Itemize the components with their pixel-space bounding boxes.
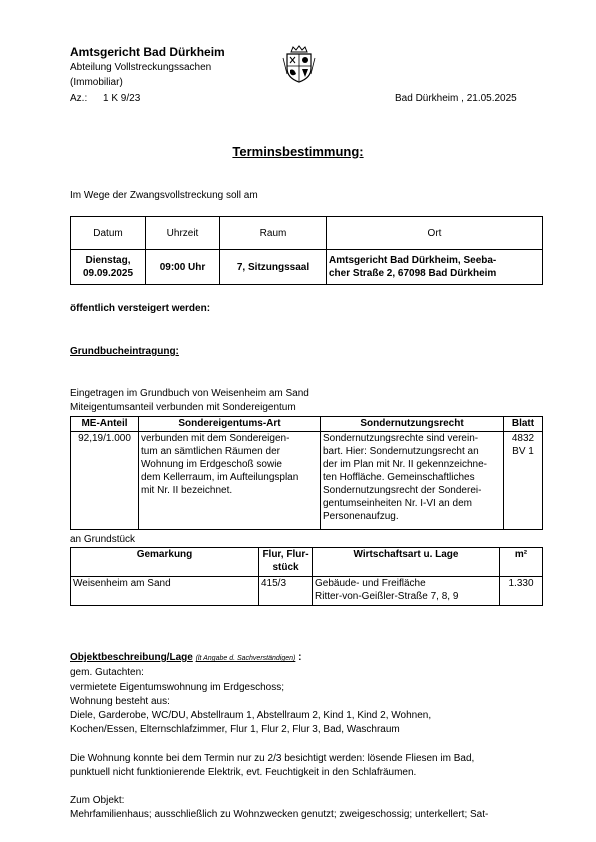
art-line: tum an sämtlichen Räumen der [141,446,280,457]
grundstueck-table [70,547,543,606]
objekt-para2-line: punktuell nicht funktionierende Elektrik, evt. Feuchtigkeit in den Schlafräumen. [70,767,417,778]
header-blatt: Blatt [504,417,543,432]
cell-gemarkung: Weisenheim am Sand [71,577,259,606]
objekt-line: Kochen/Essen, Elternschlafzimmer, Flur 1, Flur 2, Flur 3, Bad, Waschraum [70,724,400,735]
datum-line2: 09.09.2025 [82,268,134,279]
objekt-line: Diele, Garderobe, WC/DU, Abstellraum 1, Abstellraum 2, Kind 1, Kind 2, Wohnen, [70,710,432,721]
grundbuch-table [70,416,543,530]
cell-sondernutzungsrecht [321,432,504,530]
termin-datum [71,250,146,285]
cell-blatt [504,432,543,530]
page-title: Terminsbestimmung: [232,144,364,159]
cell-lage [313,577,500,606]
lage-line2: Ritter-von-Geißler-Straße 7, 8, 9 [315,591,459,602]
objekt-heading-note: (lt Angabe d. Sachverständigen) [195,655,296,662]
objekt-heading: Objektbeschreibung/Lage [70,652,193,663]
intro-text: Im Wege der Zwangsvollstreckung soll am [70,190,258,201]
header-gemarkung: Gemarkung [71,548,259,577]
objekt-line: Wohnung besteht aus: [70,696,170,707]
objekt-para2-line: Die Wohnung konnte bei dem Termin nur zu 2/3 besichtigt werden: lösende Fliesen im Bad, [70,753,475,764]
blatt-line1: 4832 [511,433,535,444]
grundbuch-heading: Grundbucheintragung: [70,346,179,357]
art-line: mit Nr. II bezeichnet. [141,485,233,496]
header-sondernutzungsrecht: Sondernutzungsrecht [321,417,504,432]
art-line: dem Kellerraum, im Aufteilungsplan [141,472,299,483]
recht-line: Sondernutzungsrecht der Sonderei- [323,485,482,496]
recht-line: ten Hoffläche. Gemeinschaftliches [323,472,475,483]
department-line1: Abteilung Vollstreckungssachen [70,62,212,73]
az-label: Az.: [70,93,88,104]
place-date: Bad Dürkheim , 21.05.2025 [395,93,517,104]
cell-me-anteil: 92,19/1.000 [71,432,139,530]
header-datum: Datum [71,217,146,250]
cell-m2: 1.330 [500,577,543,606]
versteigert-text: öffentlich versteigert werden: [70,303,211,314]
art-line: verbunden mit dem Sondereigen- [141,433,290,444]
header-wirtschaftsart: Wirtschaftsart u. Lage [313,548,500,577]
header-sondereigentum: Sondereigentums-Art [139,417,321,432]
grundbuch-line1: Eingetragen im Grundbuch von Weisenheim am Sand [70,388,309,399]
termin-ort [327,250,543,285]
termin-table [70,216,543,285]
objekt-heading-row [70,652,301,663]
art-line: Wohnung im Erdgeschoß sowie [141,459,282,470]
recht-line: bart. Hier: Sondernutzungsrecht an [323,446,479,457]
ort-line2: cher Straße 2, 67098 Bad Dürkheim [329,268,497,279]
objekt-heading-colon: : [298,652,302,663]
recht-line: Personenaufzug. [323,511,399,522]
objekt-last-line: Mehrfamilienhaus; ausschließlich zu Wohnzwecken genutzt; zweigeschossig; unterkellert; Sat- [70,809,489,820]
department-line2: (Immobiliar) [70,77,123,88]
flur-header-line2: stück [272,562,299,573]
objekt-line: gem. Gutachten: [70,667,144,678]
flur-header-line1: Flur, Flur- [262,549,309,560]
datum-line1: Dienstag, [85,255,131,266]
header-uhrzeit: Uhrzeit [146,217,220,250]
header-me-anteil: ME-Anteil [71,417,139,432]
cell-flur: 415/3 [259,577,313,606]
grundbuch-line2: Miteigentumsanteil verbunden mit Sondereigentum [70,402,296,413]
header-m2: m² [500,548,543,577]
cell-sondereigentum [139,432,321,530]
header-ort: Ort [327,217,543,250]
an-grundstueck: an Grundstück [70,534,136,545]
zum-objekt: Zum Objekt: [70,795,125,806]
recht-line: der im Plan mit Nr. II gekennzeichne- [323,459,487,470]
court-name: Amtsgericht Bad Dürkheim [70,45,225,59]
coat-of-arms-icon [282,44,316,84]
termin-raum: 7, Sitzungssaal [220,250,327,285]
objekt-line: vermietete Eigentumswohnung im Erdgeschoss; [70,682,284,693]
recht-line: gentumseinheiten Nr. I-VI an dem [323,498,472,509]
recht-line: Sondernutzungsrechte sind verein- [323,433,479,444]
az-value: 1 K 9/23 [103,93,141,104]
ort-line1: Amtsgericht Bad Dürkheim, Seeba- [329,255,497,266]
header-flur [259,548,313,577]
lage-line1: Gebäude- und Freifläche [315,578,426,589]
header-raum: Raum [220,217,327,250]
blatt-line2: BV 1 [512,446,534,457]
termin-uhrzeit: 09:00 Uhr [146,250,220,285]
